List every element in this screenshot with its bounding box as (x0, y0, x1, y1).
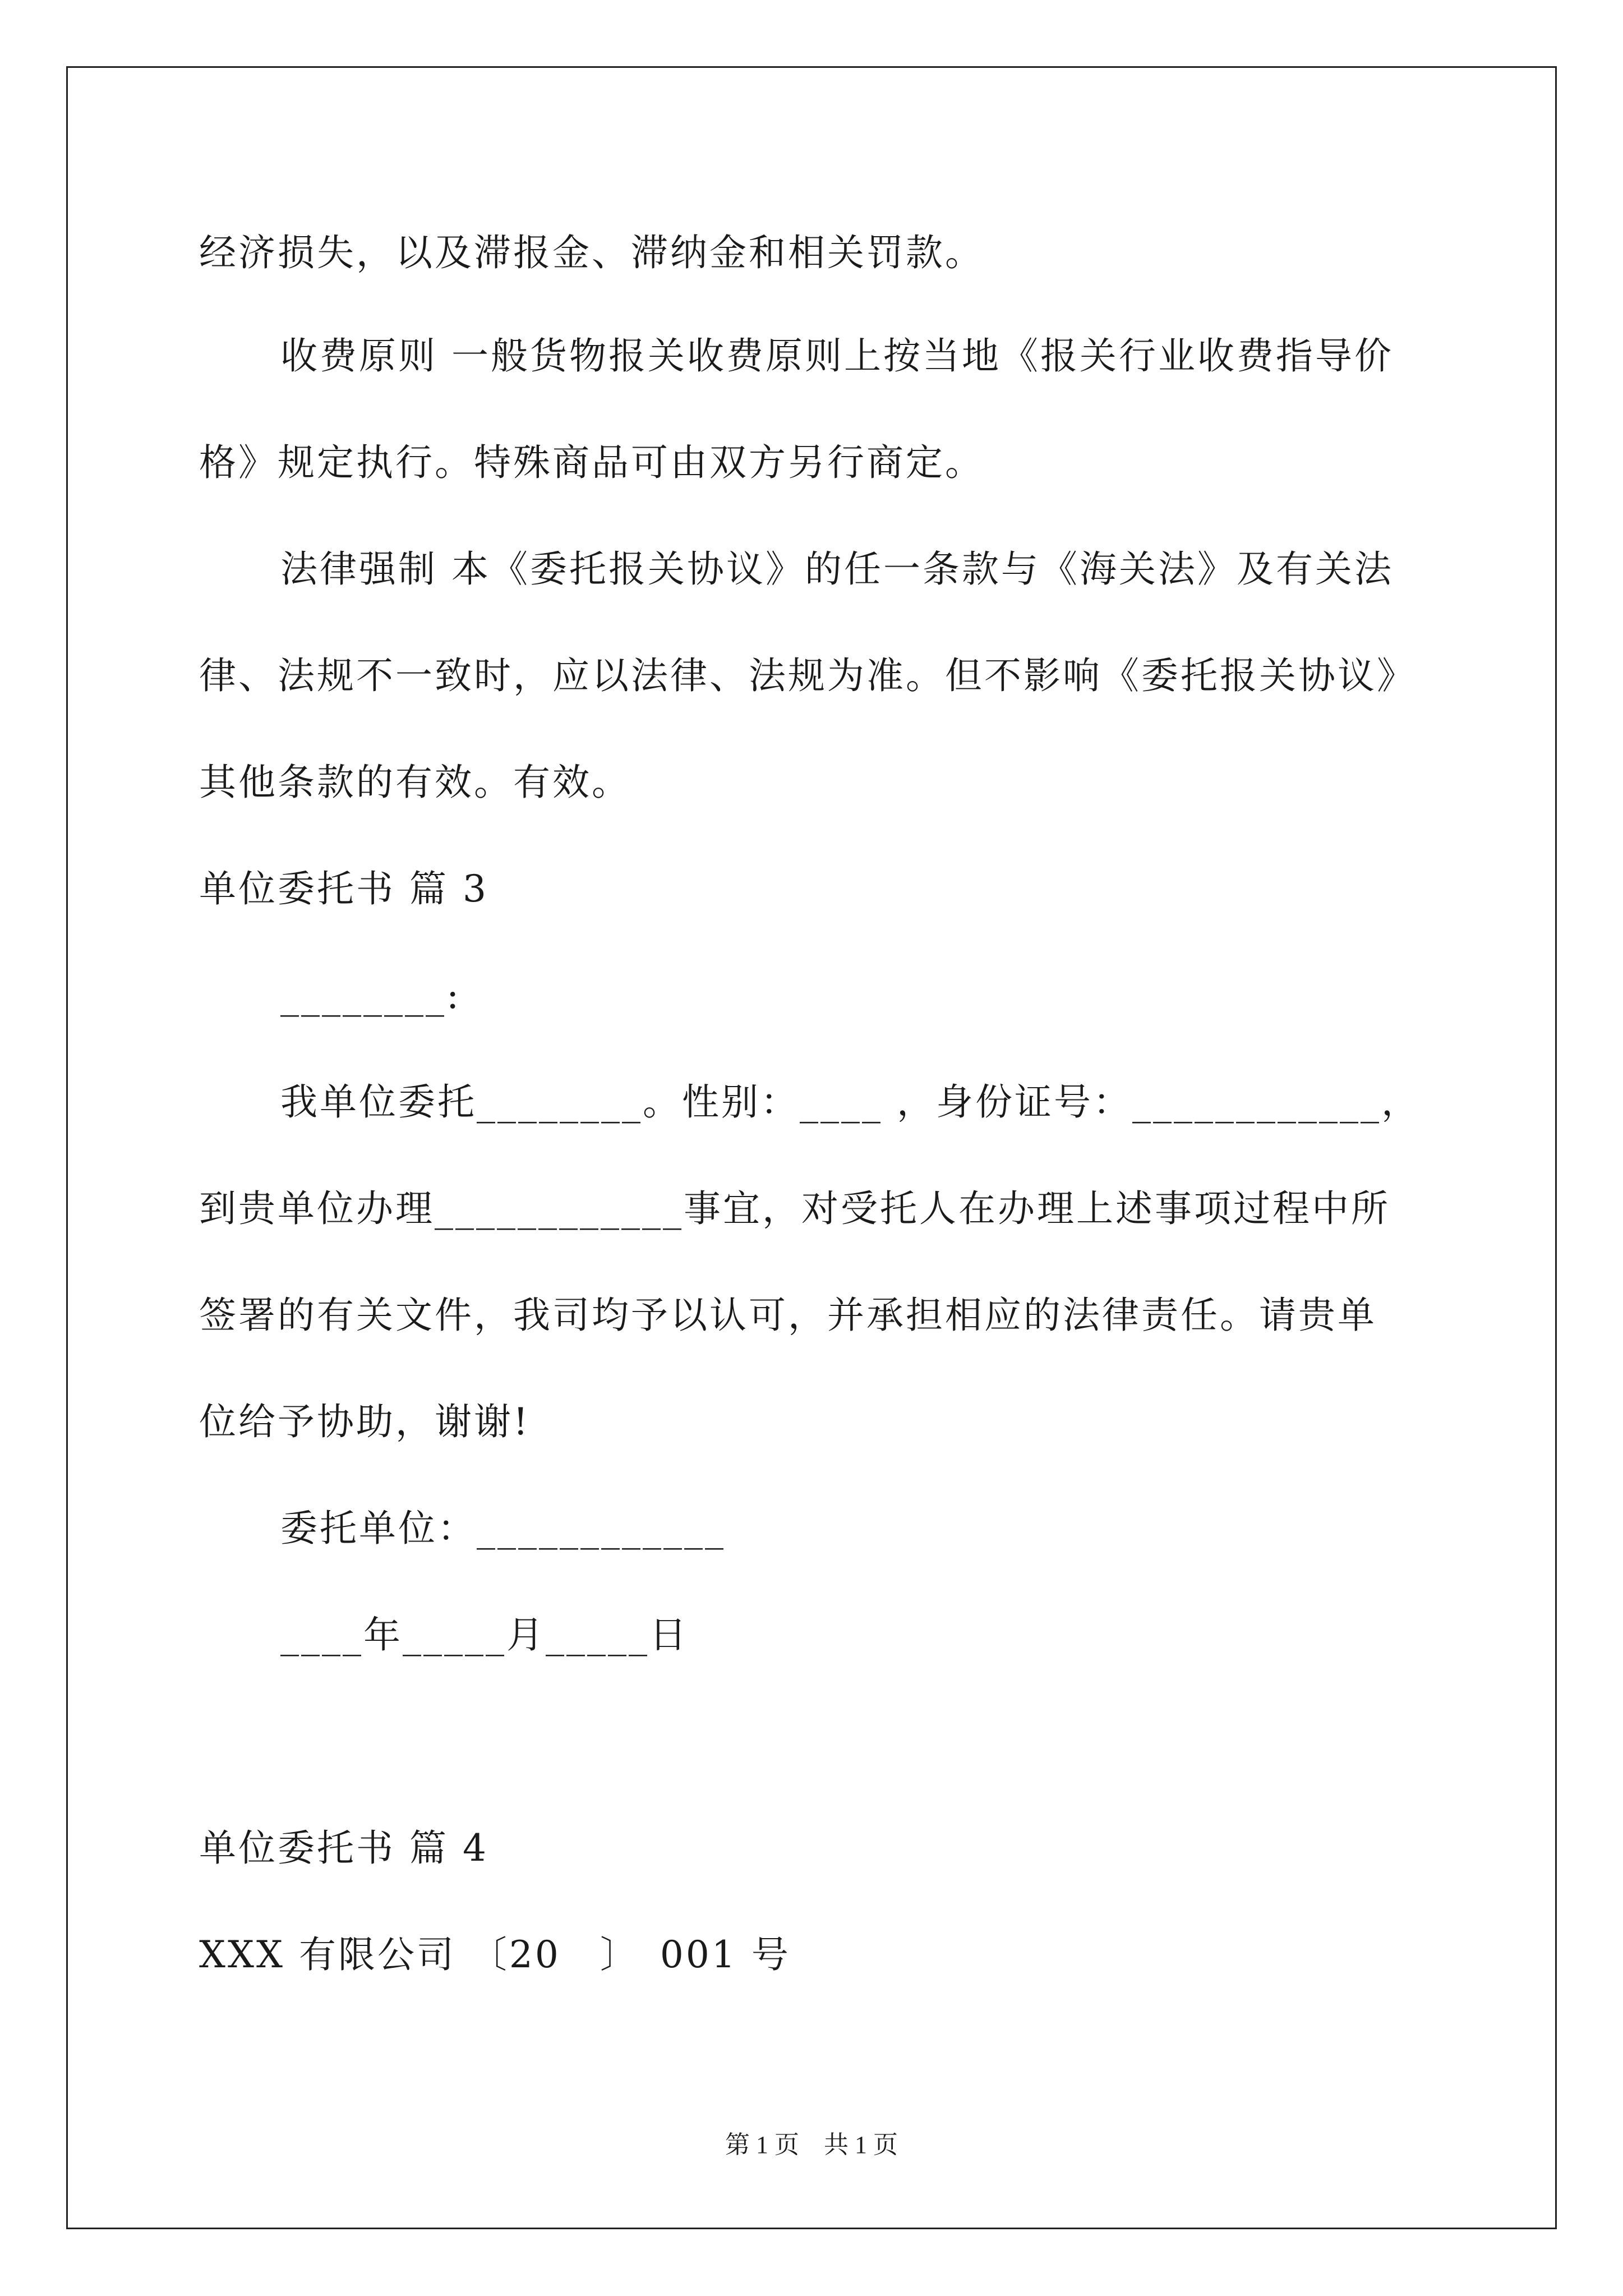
page-border (66, 66, 1557, 2229)
body-line-2: 收费原则 一般货物报关收费原则上按当地《报关行业收费指导价 (280, 334, 1394, 378)
body-line-9: 签署的有关文件，我司均予以认可，并承担相应的法律责任。请贵单 (199, 1294, 1377, 1337)
date-line: ____年_____月_____日 (280, 1613, 689, 1657)
body-line-1: 经济损失，以及滞报金、滞纳金和相关罚款。 (199, 231, 984, 274)
body-line-8: 到贵单位办理____________事宜，对受托人在办理上述事项过程中所 (199, 1187, 1390, 1230)
section-heading-4: 单位委托书 篇 4 (199, 1826, 488, 1870)
body-line-5: 律、法规不一致时，应以法律、法规为准。但不影响《委托报关协议》 (199, 654, 1416, 697)
body-line-10: 位给予协助，谢谢! (199, 1400, 531, 1443)
body-line-7: 我单位委托________。性别：____ ，身份证号：____________， (280, 1080, 1421, 1124)
body-line-6: 其他条款的有效。有效。 (199, 761, 631, 804)
document-number-line: XXX 有限公司 〔20 〕 001 号 (199, 1933, 791, 1976)
page-footer: 第 1 页 共 1 页 (725, 2131, 898, 2159)
body-line-3: 格》规定执行。特殊商品可由双方另行商定。 (199, 441, 984, 484)
section-heading-3: 单位委托书 篇 3 (199, 867, 488, 910)
signature-unit-line: 委托单位：____________ (280, 1507, 726, 1550)
salutation-line: ________: (280, 974, 462, 1017)
body-line-4: 法律强制 本《委托报关协议》的任一条款与《海关法》及有关法 (280, 547, 1394, 591)
